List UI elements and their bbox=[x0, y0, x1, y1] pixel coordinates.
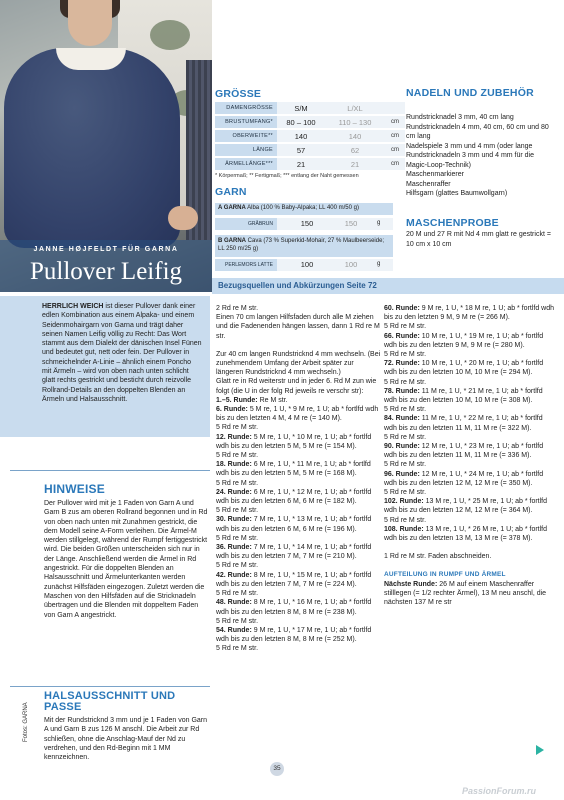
page-title: Pullover Leifig bbox=[29, 258, 183, 285]
size-cell-v2: 110 – 130 bbox=[325, 116, 385, 128]
size-row bbox=[215, 116, 405, 128]
yarn-a-amount-1: 150 bbox=[300, 219, 314, 228]
size-cell-v1: 80 – 100 bbox=[277, 116, 325, 128]
size-cell-label: DAMENGRÖSSE bbox=[215, 102, 277, 114]
instruction-text: 5 Rd re M str. bbox=[384, 323, 427, 331]
paragraph-gap bbox=[384, 561, 556, 570]
round-label: 12. Runde: bbox=[216, 433, 252, 441]
yarn-b-amount-1: 100 bbox=[300, 260, 314, 269]
divider bbox=[10, 470, 210, 471]
photo-hand bbox=[168, 206, 198, 230]
instruction-text: Einen 70 cm langen Hilfsfaden durch alle M ziehen und die Fadenenden hängen lassen, dann 1 Rd re M str. bbox=[216, 314, 380, 340]
yarn-b-text: Cava (73 % Superkid-Mohair, 27 % Maulbeerseide; LL 250 m/25 g) bbox=[218, 238, 385, 252]
round-label: 24. Runde: bbox=[216, 488, 252, 496]
divider bbox=[10, 686, 210, 687]
instruction-text: 5 Rd re M str. bbox=[216, 617, 259, 625]
size-cell-unit: cm bbox=[385, 158, 405, 170]
instruction-line bbox=[384, 350, 556, 359]
instruction-line bbox=[216, 350, 382, 378]
paragraph-gap bbox=[384, 543, 556, 552]
yarn-b-description bbox=[215, 235, 393, 257]
instruction-text: 5 Rd re M str. bbox=[216, 562, 259, 570]
round-label: 6. Runde: bbox=[216, 406, 248, 414]
instruction-text: 6 M re, 1 U, * 12 M re, 1 U; ab * fortlfd wdh bis zu den letzten 6 M, 6 M re (= 182 M). bbox=[216, 488, 372, 506]
size-cell-unit: cm bbox=[385, 116, 405, 128]
instruction-line bbox=[384, 304, 556, 322]
instruction-line bbox=[384, 378, 556, 387]
instruction-text: 5 Rd re M str. bbox=[216, 424, 259, 432]
round-label: 84. Runde: bbox=[384, 415, 420, 423]
size-cell-unit: cm bbox=[385, 130, 405, 142]
instruction-line bbox=[216, 626, 382, 644]
instruction-line bbox=[216, 598, 382, 616]
size-cell-unit: cm bbox=[385, 144, 405, 156]
instruction-line bbox=[216, 460, 382, 478]
instruction-text: 8 M re, 1 U, * 15 M re, 1 U; ab * fortlfd wdh bis zu den letzten 7 M, 7 M re (= 224 M). bbox=[216, 571, 372, 588]
instruction-line bbox=[216, 304, 382, 313]
instruction-text: 11 M re, 1 U, * 22 M re, 1 U; ab * fortlfd wdh bis zu den letzten 11 M, 11 M re (= 322 M). bbox=[384, 415, 543, 432]
instruction-text: 26 M auf einem Maschenraffer stilllegen (= 1/2 rechter Ärmel), 13 M neu anschl, die nächsten 137 M re str bbox=[384, 580, 547, 607]
instruction-text: 8 M re, 1 U, * 16 M re, 1 U; ab * fortlfd wdh bis zu den letzten 8 M, 8 M re (= 238 M). bbox=[216, 599, 372, 616]
heading-maschenprobe: MASCHENPROBE bbox=[406, 217, 499, 229]
round-label: 18. Runde: bbox=[216, 461, 252, 469]
yarn-b-color: PERLEMORS LATTE bbox=[215, 259, 277, 271]
page-number: 35 bbox=[270, 762, 284, 776]
round-label: 54. Runde: bbox=[216, 626, 252, 634]
size-cell-unit bbox=[385, 102, 405, 114]
instruction-text: 10 M re, 1 U, * 19 M re, 1 U; ab * fortlfd wdh bis zu den letzten 9 M, 9 M re (= 280 M). bbox=[384, 332, 544, 349]
instruction-line bbox=[216, 313, 382, 341]
heading-hinweise: HINWEISE bbox=[44, 482, 105, 496]
instruction-text: 5 Rd re M str. bbox=[216, 452, 259, 460]
size-cell-v1: 140 bbox=[277, 130, 325, 142]
instruction-line bbox=[384, 405, 556, 414]
yarn-a-description bbox=[215, 203, 393, 215]
size-cell-label: ÄRMELLÄNGE*** bbox=[215, 158, 277, 170]
yarn-a-text: Alba (100 % Baby-Alpaka; LL 400 m/50 g) bbox=[247, 205, 359, 211]
heading-garn: GARN bbox=[215, 186, 247, 198]
round-label: 90. Runde: bbox=[384, 443, 420, 451]
instruction-line bbox=[384, 433, 556, 442]
instruction-text: 5 Rd re M str. bbox=[216, 534, 259, 542]
instruction-line bbox=[384, 414, 556, 432]
photo-credit: Fotos: GARNA bbox=[23, 702, 29, 742]
instruction-text: 5 Rd re M str. bbox=[216, 590, 259, 598]
yarn-a-color: GRÅBRUN bbox=[215, 218, 277, 230]
nadeln-item: Maschenraffer bbox=[406, 180, 451, 188]
instruction-text: 9 M re, 1 U, * 17 M re, 1 U; ab * fortlfd wdh bis zu den letzten 8 M, 8 M re (= 252 M). bbox=[216, 626, 372, 644]
size-cell-v2: L/XL bbox=[325, 102, 385, 114]
designer-credit: JANNE HØJFELDT FÜR GARNA bbox=[33, 246, 179, 253]
size-cell-v1: 57 bbox=[277, 144, 325, 156]
instructions-column-right bbox=[384, 304, 556, 607]
instruction-text: 13 M re, 1 U, * 26 M re, 1 U; ab * fortlfd wdh bis zu den letzten 13 M, 13 M re (= 378 M). bbox=[384, 525, 548, 543]
bezugsquellen-bar: Bezugsquellen und Abkürzungen Seite 72 bbox=[212, 278, 564, 294]
size-cell-v1: S/M bbox=[277, 102, 325, 114]
round-label: 108. Runde: bbox=[384, 525, 424, 533]
instruction-line bbox=[384, 580, 556, 608]
nadeln-item: Nadelspiele 3 mm und 4 mm (oder lange Rundstricknadeln 3 mm und 4 mm für die Magic-Loop-Technik) bbox=[406, 142, 534, 169]
instruction-line bbox=[384, 460, 556, 469]
instruction-line bbox=[216, 396, 382, 405]
round-label: 78. Runde: bbox=[384, 387, 420, 395]
nadeln-item: Hilfsgarn (glattes Baumwollgarn) bbox=[406, 190, 508, 197]
size-cell-v2: 62 bbox=[325, 144, 385, 156]
size-cell-v1: 21 bbox=[277, 158, 325, 170]
round-label: 1.–5. Runde: bbox=[216, 396, 258, 404]
instruction-line bbox=[216, 377, 382, 395]
nadeln-list bbox=[406, 113, 556, 199]
instruction-line bbox=[384, 552, 556, 561]
instruction-text: 2 Rd re M str. bbox=[216, 305, 259, 312]
instruction-text: 5 M re, 1 U, * 9 M re, 1 U; ab * fortlfd wdh bis zu den letzten 4 M, 4 M re (= 140 M). bbox=[216, 406, 379, 423]
size-row bbox=[215, 144, 405, 156]
size-cell-v2: 140 bbox=[325, 130, 385, 142]
instruction-text: 5 M re, 1 U, * 10 M re, 1 U; ab * fortlfd wdh bis zu den letzten 5 M, 5 M re (= 154 M). bbox=[216, 433, 372, 450]
instruction-text: 5 Rd re M str. bbox=[384, 461, 427, 469]
yarn-a-row bbox=[215, 218, 393, 230]
instruction-line bbox=[216, 589, 382, 598]
instruction-line bbox=[216, 617, 382, 626]
instruction-line bbox=[384, 470, 556, 488]
round-label: 42. Runde: bbox=[216, 571, 252, 579]
instruction-line bbox=[216, 488, 382, 506]
instruction-line bbox=[384, 442, 556, 460]
instruction-text: 6 M re, 1 U, * 11 M re, 1 U; ab * fortlfd wdh bis zu den letzten 5 M, 5 M re (= 168 M). bbox=[216, 461, 371, 478]
instruction-line bbox=[384, 359, 556, 377]
halsausschnitt-text: Mit der Rundstricknd 3 mm und je 1 Faden von Garn A und Garn B zus 126 M anschl. Die Arbeit zur Rd schließen, ohne die Anschlag-Mauf der Nd zu verdrehen, und den Rd-Beginn mit 1 MM kennzeichnen. bbox=[44, 717, 208, 762]
yarn-a-label: A GARNA bbox=[218, 205, 246, 211]
heading-halsausschnitt: HALSAUSSCHNITT UND PASSE bbox=[44, 690, 176, 713]
instruction-line bbox=[384, 525, 556, 543]
instruction-text: 5 Rd re M str. bbox=[384, 378, 427, 386]
instruction-text: Zur 40 cm langen Rundstricknd 4 mm wechseln. (Bei zunehmendem Umfang der Arbeit später zur längeren Rundstricknd 4 mm wechseln.) bbox=[216, 350, 381, 377]
instruction-line bbox=[216, 433, 382, 451]
size-cell-label: LÄNGE bbox=[215, 144, 277, 156]
intro-body: ist dieser Pullover dank einer edlen Kombination aus einem Alpaka- und einem Seidenmohairgarn von Garna und trägt daher seinen Namen Leifig völlig zu Recht: Das Wort stammt aus dem Dialekt der dänischen Insel Fünen und bedeutet gut, nett oder fein. Der Pullover in schmeichelnder A-Linie – ähnlich einem Poncho mit Ärmeln – wird von oben nach unten schlicht glatt rechts gestrickt und besticht durch reizvolle Rollrand-Details an den doppelten Blenden an Ärmeln und Halsausschnitt. bbox=[42, 303, 202, 403]
maschenprobe-text: 20 M und 27 R mit Nd 4 mm glatt re gestrickt = 10 cm x 10 cm bbox=[406, 231, 551, 248]
instruction-text: 10 M re, 1 U, * 20 M re, 1 U; ab * fortlfd wdh bis zu den letzten 10 M, 10 M re (= 294 M). bbox=[384, 360, 544, 377]
round-label: 30. Runde: bbox=[216, 516, 252, 524]
instruction-line bbox=[216, 543, 382, 561]
intro-lead: HERRLICH WEICH bbox=[42, 303, 104, 310]
yarn-b-row bbox=[215, 259, 393, 271]
yarn-b-label: B GARNA bbox=[218, 238, 246, 244]
photo-foliage bbox=[150, 20, 190, 50]
instruction-line bbox=[216, 479, 382, 488]
size-table bbox=[215, 100, 405, 172]
instruction-text: 12 M re, 1 U, * 23 M re, 1 U; ab * fortlfd wdh bis zu den letzten 11 M, 11 M re (= 336 M). bbox=[384, 443, 544, 460]
heading-nadeln: NADELN UND ZUBEHÖR bbox=[406, 87, 534, 99]
instruction-line bbox=[384, 332, 556, 350]
instruction-line bbox=[216, 405, 382, 423]
subheading-aufteilung: AUFTEILUNG IN RUMPF UND ÄRMEL bbox=[384, 571, 506, 579]
instruction-line bbox=[216, 561, 382, 570]
nadeln-item: Rundstricknadeln 4 mm, 40 cm, 60 cm und 80 cm lang bbox=[406, 123, 549, 140]
instruction-text: 1 Rd re M str. Faden abschneiden. bbox=[384, 553, 492, 561]
instruction-line bbox=[216, 534, 382, 543]
yarn-a-unit: g bbox=[377, 220, 381, 226]
round-label: 36. Runde: bbox=[216, 544, 252, 552]
instruction-text: 7 M re, 1 U, * 14 M re, 1 U; ab * fortlfd wdh bis zu den letzten 7 M, 7 M re (= 210 M). bbox=[216, 544, 372, 561]
size-row bbox=[215, 102, 405, 114]
round-label: 102. Runde: bbox=[384, 498, 424, 506]
size-cell-label: BRUSTUMFANG* bbox=[215, 116, 277, 128]
instruction-line bbox=[384, 516, 556, 525]
instruction-text: Glatt re in Rd weiterstr und in jeder 6. Rd M zun wie folgt (die U in der folg Rd jeweils re verschr str): bbox=[216, 378, 377, 395]
instruction-text: Re M str. bbox=[257, 396, 288, 404]
size-row bbox=[215, 158, 405, 170]
yarn-b-unit: g bbox=[377, 261, 381, 267]
instruction-line bbox=[216, 423, 382, 432]
instruction-line bbox=[384, 488, 556, 497]
watermark: PassionForum.ru bbox=[462, 786, 537, 796]
instruction-line bbox=[384, 497, 556, 515]
hinweise-text: Der Pullover wird mit je 1 Faden von Garn A und Garn B zus am oberen Rollrand begonnen und in Rd von oben nach unten mit Zunahmen gestrickt, die dem Modell seine A-Form verleihen. Die Ärmel-M werden stillgelegt, während der Rumpf fertiggestrickt wird. Die beiden Größen unterscheiden sich nur in der Länge. Anschließend werden die Ärmel in Rd angestrickt. Für die doppelten Blenden an Halsausschnitt und Ärmelunterkanten werden zunächst Hilfsfäden eingezogen. Zuletzt werden die Maschen von den Hilfsfäden auf die Stricknadeln übertragen und die Blenden mit doppeltem Faden von Garn A angestrickt. bbox=[44, 500, 208, 619]
instruction-line bbox=[216, 506, 382, 515]
instruction-text: 11 M re, 1 U, * 21 M re, 1 U; ab * fortlfd wdh bis zu den letzten 10 M, 10 M re (= 308 M). bbox=[384, 387, 543, 405]
photo-pullover bbox=[4, 48, 180, 248]
paragraph-gap bbox=[216, 341, 382, 350]
continue-arrow-icon bbox=[536, 745, 544, 755]
instruction-text: 12 M re, 1 U, * 24 M re, 1 U; ab * fortlfd wdh bis zu den letzten 12 M, 12 M re (= 350 M). bbox=[384, 470, 544, 487]
instruction-text: 5 Rd re M str. bbox=[384, 433, 427, 441]
instruction-text: 5 Rd re M str. bbox=[384, 489, 427, 497]
instruction-line bbox=[216, 515, 382, 533]
round-label: 96. Runde: bbox=[384, 470, 420, 478]
instruction-line bbox=[216, 571, 382, 589]
yarn-a-amount-2: 150 bbox=[344, 219, 358, 228]
instruction-text: 5 Rd re M str. bbox=[384, 406, 427, 414]
instruction-text: 5 Rd re M str. bbox=[216, 479, 259, 487]
instruction-text: 7 M re, 1 U, * 13 M re, 1 U; ab * fortlfd wdh bis zu den letzten 6 M, 6 M re (= 196 M). bbox=[216, 516, 372, 533]
instruction-text: 5 Rd re M str. bbox=[216, 645, 259, 653]
instruction-text: 13 M re, 1 U, * 25 M re, 1 U; ab * fortlfd wdh bis zu den letzten 12 M, 12 M re (= 364 M). bbox=[384, 498, 548, 515]
nadeln-item: Rundstricknadel 3 mm, 40 cm lang bbox=[406, 114, 514, 121]
size-note: * Körpermaß; ** Fertigmaß; *** entlang der Naht gemessen bbox=[215, 173, 359, 179]
photo-face bbox=[68, 0, 112, 46]
round-label: 60. Runde: bbox=[384, 305, 420, 312]
size-cell-v2: 21 bbox=[325, 158, 385, 170]
instruction-text: 5 Rd re M str. bbox=[384, 516, 427, 524]
instruction-line bbox=[216, 451, 382, 460]
instruction-text: 9 M re, 1 U, * 18 M re, 1 U; ab * fortlfd wdh bis zu den letzten 9 M, 9 M re (= 266 M). bbox=[384, 305, 555, 322]
instruction-line bbox=[216, 644, 382, 653]
round-label: Nächste Runde: bbox=[384, 580, 438, 588]
round-label: 72. Runde: bbox=[384, 360, 420, 368]
size-cell-label: OBERWEITE** bbox=[215, 130, 277, 142]
yarn-b-amount-2: 100 bbox=[344, 260, 358, 269]
round-label: 66. Runde: bbox=[384, 332, 420, 340]
instructions-column-middle bbox=[216, 304, 382, 654]
heading-groesse: GRÖSSE bbox=[215, 88, 262, 100]
size-row bbox=[215, 130, 405, 142]
round-label: 48. Runde: bbox=[216, 599, 252, 607]
instruction-text: 5 Rd re M str. bbox=[384, 351, 427, 359]
nadeln-item: Maschenmarkierer bbox=[406, 171, 464, 178]
instruction-line bbox=[384, 387, 556, 405]
instruction-line bbox=[384, 322, 556, 331]
intro-text bbox=[42, 302, 202, 404]
instruction-text: 5 Rd re M str. bbox=[216, 507, 259, 515]
photo-collar bbox=[56, 48, 126, 70]
